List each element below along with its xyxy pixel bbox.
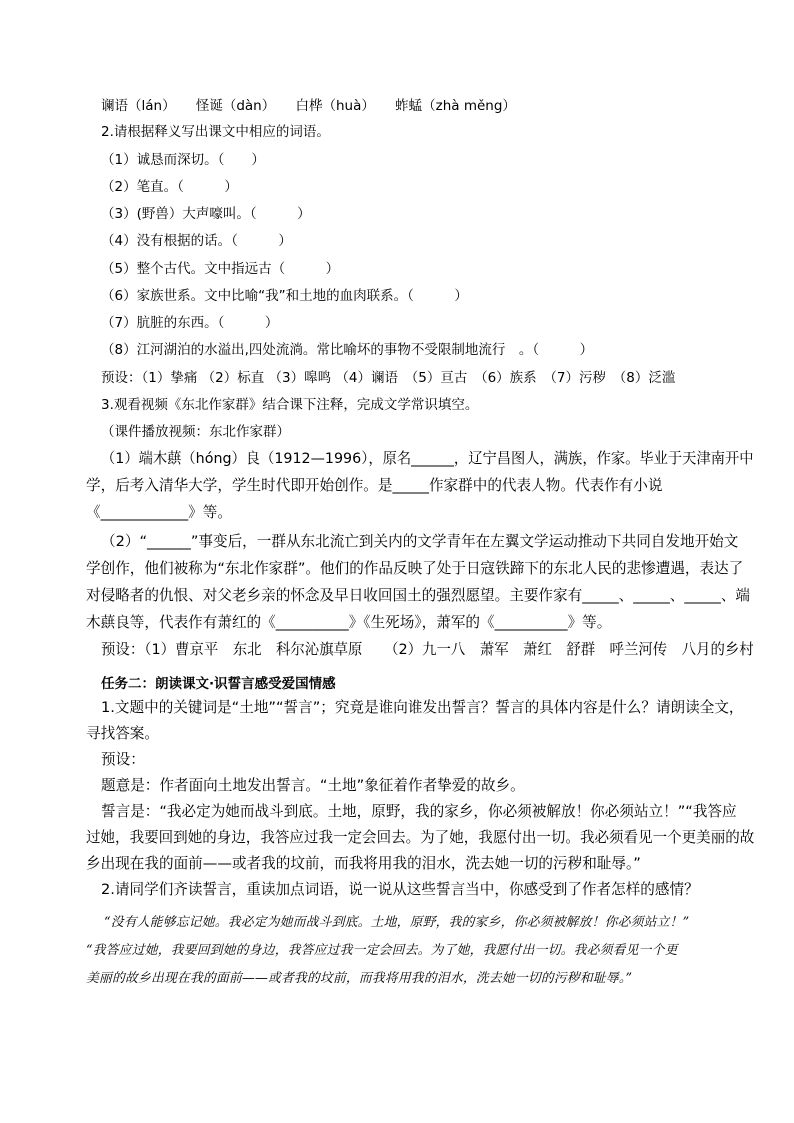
preset-label: 预设： — [101, 751, 145, 768]
fill-blank-1-line-1: （1）端木蕻（hóng）良（1912—1996），原名______，辽宁昌图人，满族，作家。毕业于天津南开中 — [101, 450, 754, 467]
task-2-question-1-line-1: 1.文题中的关键词是“土地”“誓言”；究竟是谁向谁发出誓言？誓言的具体内容是什么？请朗读全文， — [101, 699, 744, 716]
fill-blank-2-line-2: 学创作，他们被称为“东北作家群”。他们的作品反映了处于日寇铁蹄下的东北人民的悲惨遭遇，表达了 — [86, 560, 744, 577]
quote-line-2: “我答应过她，我要回到她的身边，我答应过我一定会回去。为了她，我愿付出一切。我必须看见一个更 — [86, 943, 678, 958]
question-3-heading: 3.观看视频《东北作家群》结合课下注释，完成文学常识填空。 — [101, 397, 479, 413]
question-2-item-5: （5）整个古代。文中指远古（ ） — [101, 261, 340, 277]
question-2-item-8: （8）江河湖泊的水溢出,四处流淌。常比喻坏的事物不受限制地流行 。（ ） — [101, 342, 594, 358]
question-2-item-4: （4）没有根据的话。（ ） — [101, 233, 292, 249]
question-2-item-2: （2）笔直。（ ） — [101, 179, 238, 195]
fill-blank-2-line-4: 木蕻良等，代表作有萧红的《__________》《生死场》，萧军的《__________》等。 — [86, 614, 612, 631]
oath-line-3: 乡出现在我的面前——或者我的坟前，而我将用我的泪水，洗去她一切的污秽和耻辱。” — [86, 855, 641, 872]
pinyin-line: 谰语（lán） 怪诞（dàn） 白桦（huà） 蚱蜢（zhà měng） — [101, 98, 516, 114]
task-2-question-2: 2.请同学们齐读誓言，重读加点词语，说一说从这些誓言当中，你感受到了作者怎样的感情？ — [101, 881, 699, 898]
video-note: （课件播放视频：东北作家群） — [101, 424, 290, 440]
oath-line-2: 过她，我要回到她的身边，我答应过我一定会回去。为了她，我愿付出一切。我必须看见一个更美丽的故 — [86, 829, 755, 846]
fill-blank-1-line-3: 《____________》等。 — [86, 504, 232, 521]
question-2-item-7: （7）肮脏的东西。（ ） — [101, 315, 279, 331]
question-2-item-6: （6）家族世系。文中比喻“我”和土地的血肉联系。（ ） — [101, 288, 468, 304]
question-2-answer: 预设：（1）挚痛 （2）标直 （3）嗥鸣 （4）谰语 （5）亘古 （6）族系 （7）污秽 （8）泛滥 — [101, 370, 676, 386]
question-2-item-1: （1）诚恳而深切。（ ） — [101, 152, 265, 168]
task-2-question-1-line-2: 寻找答案。 — [86, 725, 159, 742]
question-2-item-3: （3）(野兽）大声嚎叫。（ ） — [101, 206, 311, 222]
fill-blank-2-line-1: （2）“______”事变后，一群从东北流亡到关内的文学青年在左翼文学运动推动下共同自发地开始文 — [101, 533, 739, 550]
quote-line-3: 美丽的故乡出现在我的面前——或者我的坟前，而我将用我的泪水，洗去她一切的污秽和耻辱。” — [86, 971, 633, 986]
oath-line-1: 誓言是：“我必定为她而战斗到底。土地，原野，我的家乡，你必须被解放！你必须站立！”“我答应 — [101, 803, 737, 820]
title-meaning: 题意是：作者面向土地发出誓言。“土地”象征着作者挚爱的故乡。 — [101, 777, 525, 794]
fill-blank-2-line-3: 对侵略者的仇恨、对父老乡亲的怀念及早日收回国土的强烈愿望。主要作家有_____、_____、_____、端 — [86, 587, 751, 604]
fill-blank-1-line-2: 学，后考入清华大学，学生时代即开始创作。是_____作家群中的代表人物。代表作有小说 — [86, 477, 663, 494]
question-2-heading: 2.请根据释义写出课文中相应的词语。 — [101, 124, 330, 140]
question-3-answer: 预设：（1）曹京平 东北 科尔沁旗草原 （2）九一八 萧军 萧红 舒群 呼兰河传 八月的乡村 — [101, 641, 754, 658]
task-2-heading: 任务二：朗读课文·识誓言感受爱国情感 — [101, 676, 336, 692]
quote-line-1: “没有人能够忘记她。我必定为她而战斗到底。土地，原野，我的家乡，你必须被解放！你必须站立！” — [104, 915, 690, 930]
